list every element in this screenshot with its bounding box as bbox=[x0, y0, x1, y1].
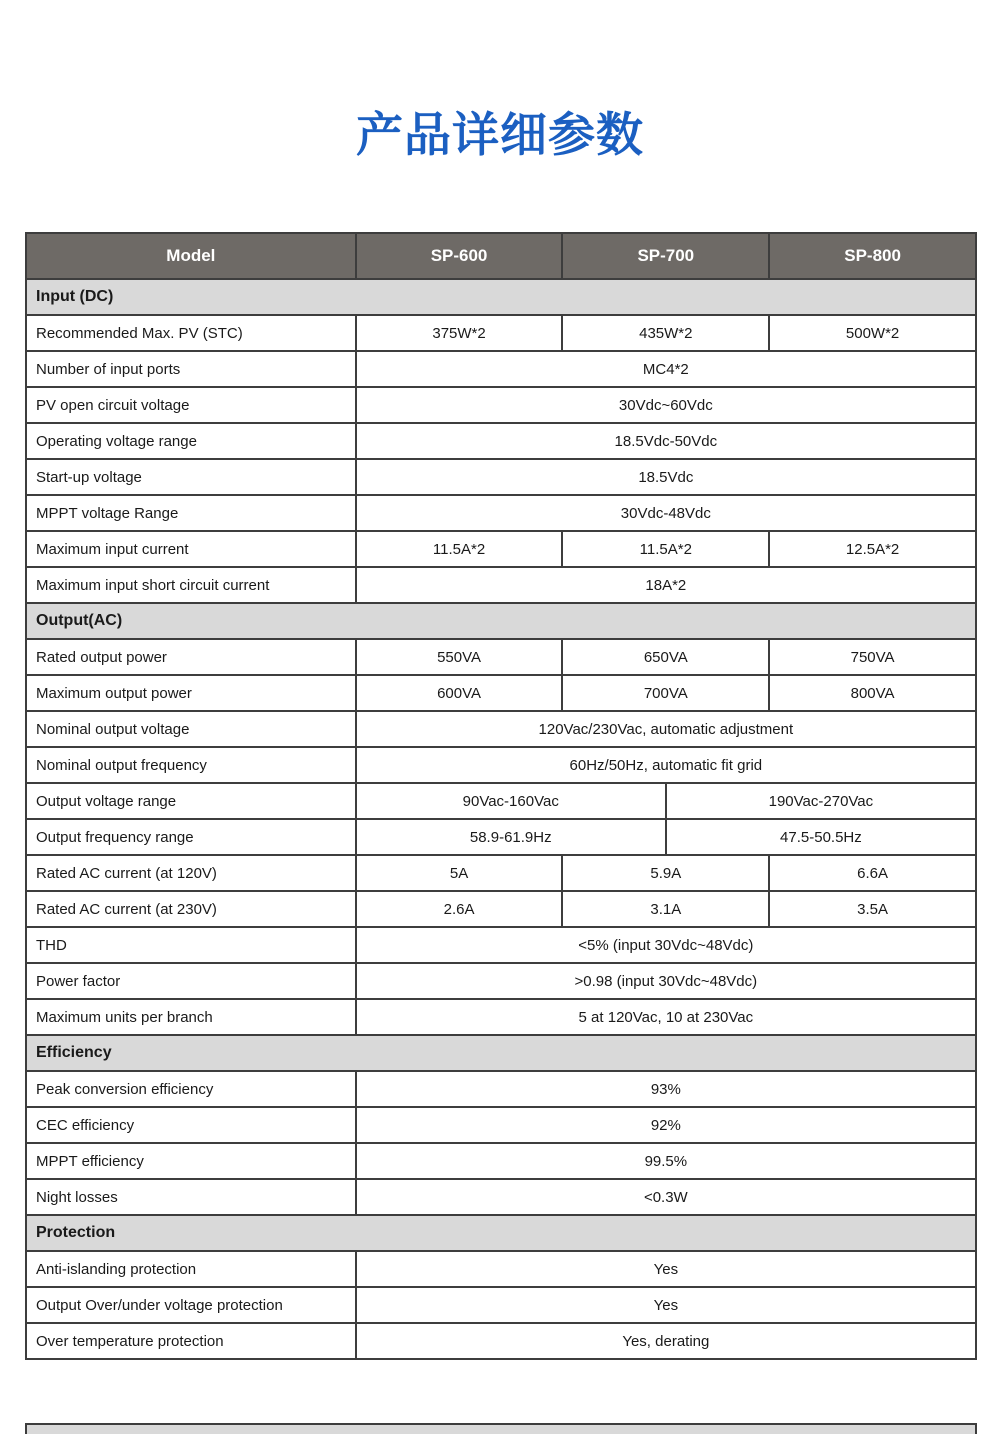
row-value: Yes, derating bbox=[356, 1323, 976, 1359]
row-value: 650VA bbox=[562, 639, 769, 675]
row-label: Maximum input short circuit current bbox=[26, 567, 356, 603]
table-row bbox=[26, 639, 976, 675]
table-header-row bbox=[26, 233, 976, 279]
row-value: 60Hz/50Hz, automatic fit grid bbox=[356, 747, 976, 783]
row-label: Operating voltage range bbox=[26, 423, 356, 459]
table-row bbox=[26, 531, 976, 567]
section-title: Output(AC) bbox=[26, 603, 976, 639]
row-label: Maximum units per branch bbox=[26, 999, 356, 1035]
table-row bbox=[26, 927, 976, 963]
row-value: 3.1A bbox=[562, 891, 769, 927]
row-value: 5 at 120Vac, 10 at 230Vac bbox=[356, 999, 976, 1035]
row-value: 435W*2 bbox=[562, 315, 769, 351]
table-row bbox=[26, 783, 976, 819]
row-value: Yes bbox=[356, 1251, 976, 1287]
row-label: Nominal output voltage bbox=[26, 711, 356, 747]
table-row bbox=[26, 855, 976, 891]
section-header-row bbox=[26, 603, 976, 639]
row-value: 47.5-50.5Hz bbox=[666, 819, 976, 855]
row-label: Power factor bbox=[26, 963, 356, 999]
table-row bbox=[26, 891, 976, 927]
row-value: 600VA bbox=[356, 675, 563, 711]
row-label: Rated AC current (at 230V) bbox=[26, 891, 356, 927]
row-value: 800VA bbox=[769, 675, 976, 711]
header-cell-sp600: SP-600 bbox=[356, 233, 563, 279]
row-label: Nominal output frequency bbox=[26, 747, 356, 783]
row-label: Anti-islanding protection bbox=[26, 1251, 356, 1287]
section-header-row bbox=[26, 279, 976, 315]
table-row bbox=[26, 1323, 976, 1359]
row-value: 11.5A*2 bbox=[356, 531, 563, 567]
row-value: 18.5Vdc bbox=[356, 459, 976, 495]
row-label: PV open circuit voltage bbox=[26, 387, 356, 423]
table-row bbox=[26, 387, 976, 423]
row-label: Night losses bbox=[26, 1179, 356, 1215]
table-row bbox=[26, 423, 976, 459]
row-label: Output frequency range bbox=[26, 819, 356, 855]
row-value: 500W*2 bbox=[769, 315, 976, 351]
row-value: 190Vac-270Vac bbox=[666, 783, 976, 819]
table-row bbox=[26, 1107, 976, 1143]
row-value: 5.9A bbox=[562, 855, 769, 891]
table-row bbox=[26, 999, 976, 1035]
header-cell-sp700: SP-700 bbox=[562, 233, 769, 279]
row-label: MPPT efficiency bbox=[26, 1143, 356, 1179]
header-cell-sp800: SP-800 bbox=[769, 233, 976, 279]
row-value: 90Vac-160Vac bbox=[356, 783, 666, 819]
row-label: Number of input ports bbox=[26, 351, 356, 387]
row-label: Maximum output power bbox=[26, 675, 356, 711]
row-value: 93% bbox=[356, 1071, 976, 1107]
row-value: 550VA bbox=[356, 639, 563, 675]
row-value: 2.6A bbox=[356, 891, 563, 927]
row-label: Start-up voltage bbox=[26, 459, 356, 495]
row-label: Recommended Max. PV (STC) bbox=[26, 315, 356, 351]
header-cell-model: Model bbox=[26, 233, 356, 279]
row-label: MPPT voltage Range bbox=[26, 495, 356, 531]
row-value: 5A bbox=[356, 855, 563, 891]
table-row bbox=[26, 1287, 976, 1323]
row-label: Output voltage range bbox=[26, 783, 356, 819]
section-header-row bbox=[26, 1035, 976, 1071]
row-label: Over temperature protection bbox=[26, 1323, 356, 1359]
row-value: 375W*2 bbox=[356, 315, 563, 351]
table-row bbox=[26, 315, 976, 351]
table-row bbox=[26, 1251, 976, 1287]
table-row bbox=[26, 459, 976, 495]
table-row bbox=[26, 1143, 976, 1179]
table-row bbox=[26, 675, 976, 711]
row-value: <5% (input 30Vdc~48Vdc) bbox=[356, 927, 976, 963]
table-row bbox=[26, 1179, 976, 1215]
row-label: Rated output power bbox=[26, 639, 356, 675]
row-value: 30Vdc-48Vdc bbox=[356, 495, 976, 531]
table-row bbox=[26, 747, 976, 783]
table-row bbox=[26, 351, 976, 387]
row-value: Yes bbox=[356, 1287, 976, 1323]
section-header-row bbox=[26, 1215, 976, 1251]
table-row bbox=[26, 963, 976, 999]
row-value: 3.5A bbox=[769, 891, 976, 927]
row-value: 12.5A*2 bbox=[769, 531, 976, 567]
row-value: 750VA bbox=[769, 639, 976, 675]
table-row bbox=[26, 819, 976, 855]
row-label: Output Over/under voltage protection bbox=[26, 1287, 356, 1323]
table-row bbox=[26, 711, 976, 747]
row-value: 120Vac/230Vac, automatic adjustment bbox=[356, 711, 976, 747]
partial-next-section-bar bbox=[25, 1423, 977, 1434]
row-label: Maximum input current bbox=[26, 531, 356, 567]
row-label: Rated AC current (at 120V) bbox=[26, 855, 356, 891]
row-label: Peak conversion efficiency bbox=[26, 1071, 356, 1107]
row-label: THD bbox=[26, 927, 356, 963]
row-value: 18.5Vdc-50Vdc bbox=[356, 423, 976, 459]
section-title: Input (DC) bbox=[26, 279, 976, 315]
row-value: >0.98 (input 30Vdc~48Vdc) bbox=[356, 963, 976, 999]
section-title: Protection bbox=[26, 1215, 976, 1251]
row-value: <0.3W bbox=[356, 1179, 976, 1215]
table-row bbox=[26, 1071, 976, 1107]
spec-table bbox=[25, 232, 977, 1360]
row-value: MC4*2 bbox=[356, 351, 976, 387]
row-value: 700VA bbox=[562, 675, 769, 711]
page-title: 产品详细参数 bbox=[356, 108, 644, 161]
row-value: 92% bbox=[356, 1107, 976, 1143]
row-value: 58.9-61.9Hz bbox=[356, 819, 666, 855]
table-row bbox=[26, 567, 976, 603]
row-value: 30Vdc~60Vdc bbox=[356, 387, 976, 423]
table-row bbox=[26, 495, 976, 531]
row-value: 6.6A bbox=[769, 855, 976, 891]
row-value: 99.5% bbox=[356, 1143, 976, 1179]
row-value: 18A*2 bbox=[356, 567, 976, 603]
section-title: Efficiency bbox=[26, 1035, 976, 1071]
row-value: 11.5A*2 bbox=[562, 531, 769, 567]
row-label: CEC efficiency bbox=[26, 1107, 356, 1143]
